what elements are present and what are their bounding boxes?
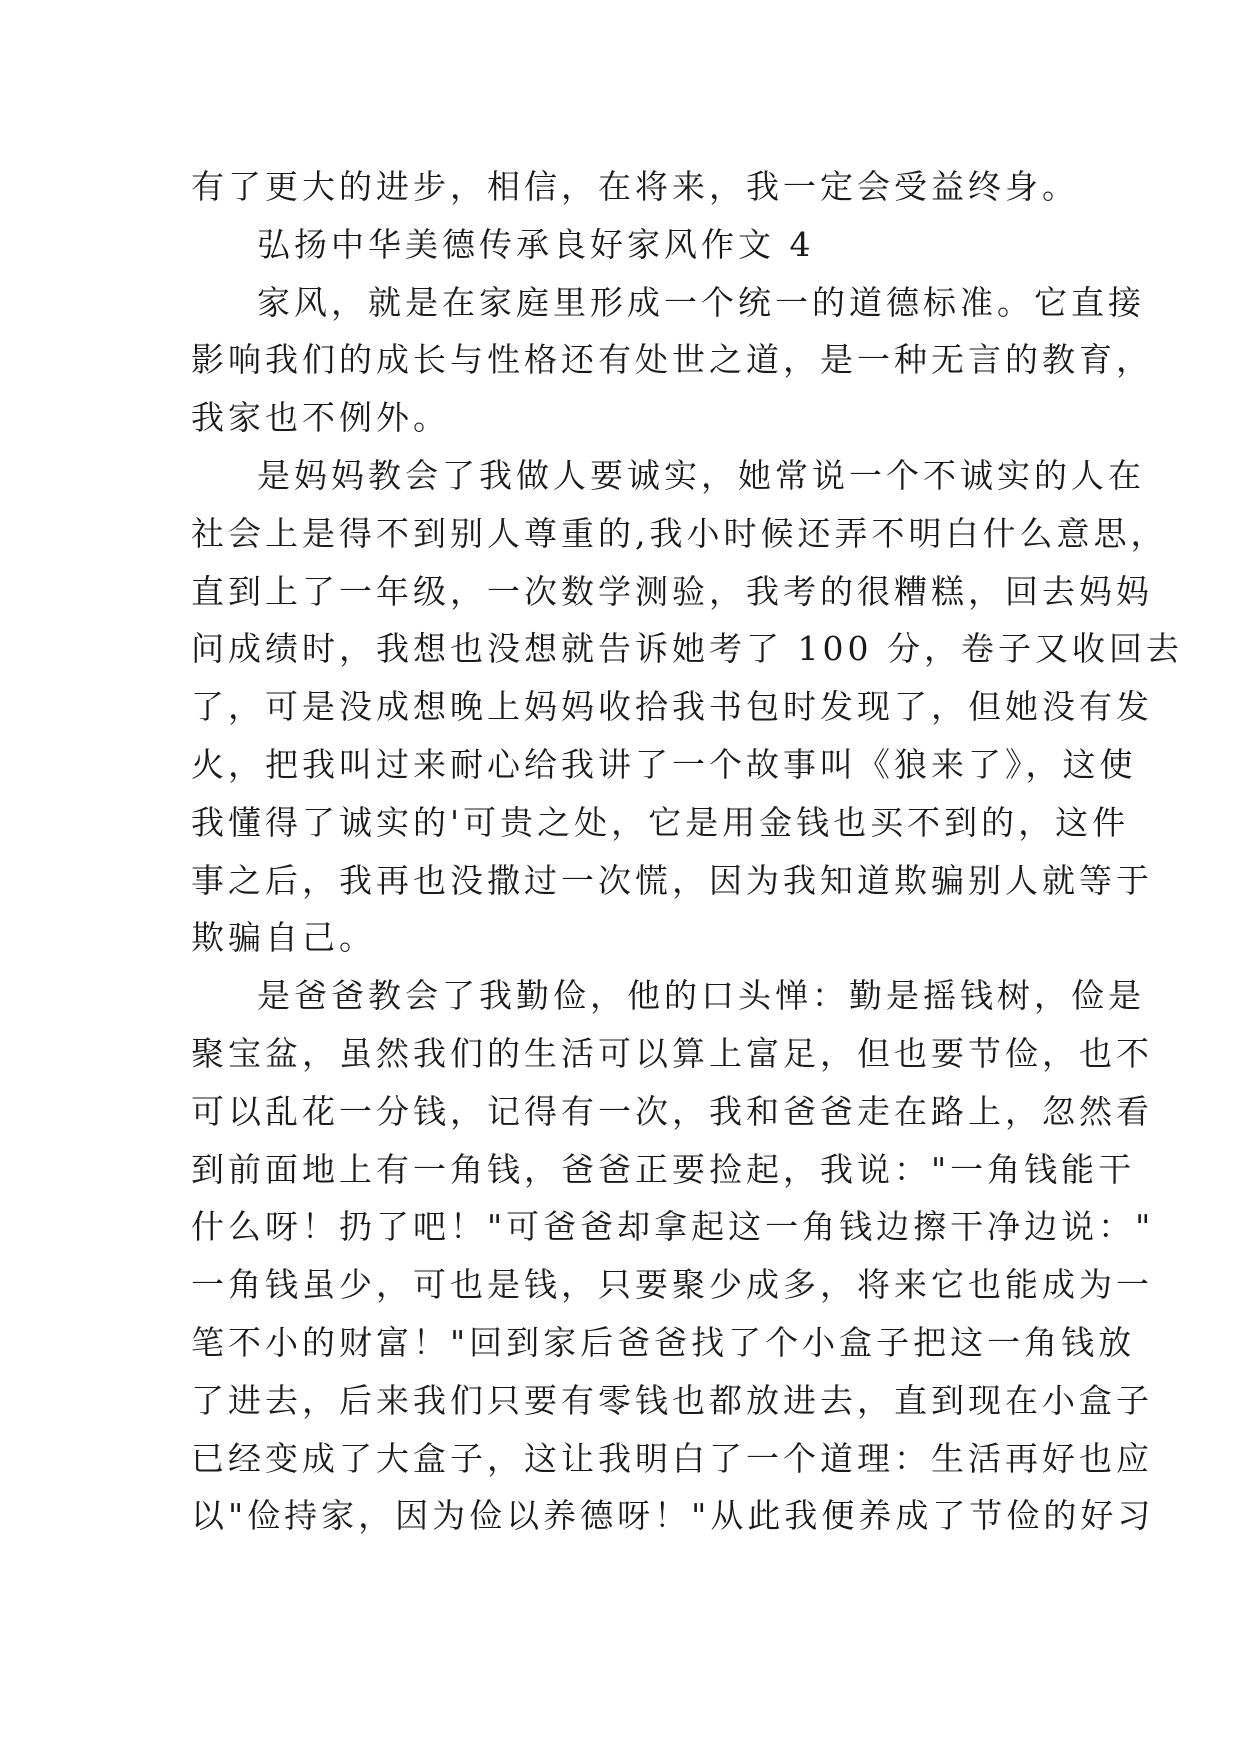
text-line: 笔不小的财富！"回到家后爸爸找了个小盒子把这一角钱放 xyxy=(191,1322,1136,1362)
text-line: 问成绩时，我想也没想就告诉她考了 100 分，卷子又收回去 xyxy=(191,629,1183,669)
text-line: 是爸爸教会了我勤俭，他的口头惮：勤是摇钱树，俭是 xyxy=(257,976,1145,1016)
text-line: 我家也不例外。 xyxy=(191,398,450,438)
text-line: 聚宝盆，虽然我们的生活可以算上富足，但也要节俭，也不 xyxy=(191,1033,1153,1073)
text-line: 事之后，我再也没撒过一次慌，因为我知道欺骗别人就等于 xyxy=(191,860,1153,900)
text-line: 了进去，后来我们只要有零钱也都放进去，直到现在小盒子 xyxy=(191,1380,1153,1420)
text-line: 以"俭持家，因为俭以养德呀！"从此我便养成了节俭的好习 xyxy=(191,1496,1155,1536)
text-line: 有了更大的进步，相信，在将来，我一定会受益终身。 xyxy=(191,167,1079,206)
text-line: 我懂得了诚实的'可贵之处，它是用金钱也买不到的，这件 xyxy=(191,802,1130,842)
text-line: 一角钱虽少，可也是钱，只要聚少成多，将来它也能成为一 xyxy=(191,1265,1153,1305)
text-line: 欺骗自己。 xyxy=(191,918,376,958)
document-body xyxy=(191,158,1183,1545)
text-line: 火，把我叫过来耐心给我讲了一个故事叫《狼来了》，这使 xyxy=(191,744,1137,784)
text-line: 什么呀！扔了吧！"可爸爸却拿起这一角钱边擦干净边说：" xyxy=(191,1207,1155,1247)
section-heading: 弘扬中华美德传承良好家风作文 4 xyxy=(257,224,815,264)
text-line: 已经变成了大盒子，这让我明白了一个道理：生活再好也应 xyxy=(191,1438,1153,1478)
text-line: 影响我们的成长与性格还有处世之道，是一种无言的教育， xyxy=(191,340,1153,380)
text-line: 到前面地上有一角钱，爸爸正要捡起，我说："一角钱能干 xyxy=(191,1149,1136,1189)
text-line: 家风，就是在家庭里形成一个统一的道德标准。它直接 xyxy=(257,282,1145,322)
text-line: 是妈妈教会了我做人要诚实，她常说一个不诚实的人在 xyxy=(257,455,1145,495)
text-line: 了，可是没成想晚上妈妈收拾我书包时发现了，但她没有发 xyxy=(191,687,1153,727)
text-line: 可以乱花一分钱，记得有一次，我和爸爸走在路上，忽然看 xyxy=(191,1091,1153,1131)
text-line: 直到上了一年级，一次数学测验，我考的很糟糕，回去妈妈 xyxy=(191,571,1153,611)
text-line: 社会上是得不到别人尊重的,我小时候还弄不明白什么意思， xyxy=(191,513,1168,553)
